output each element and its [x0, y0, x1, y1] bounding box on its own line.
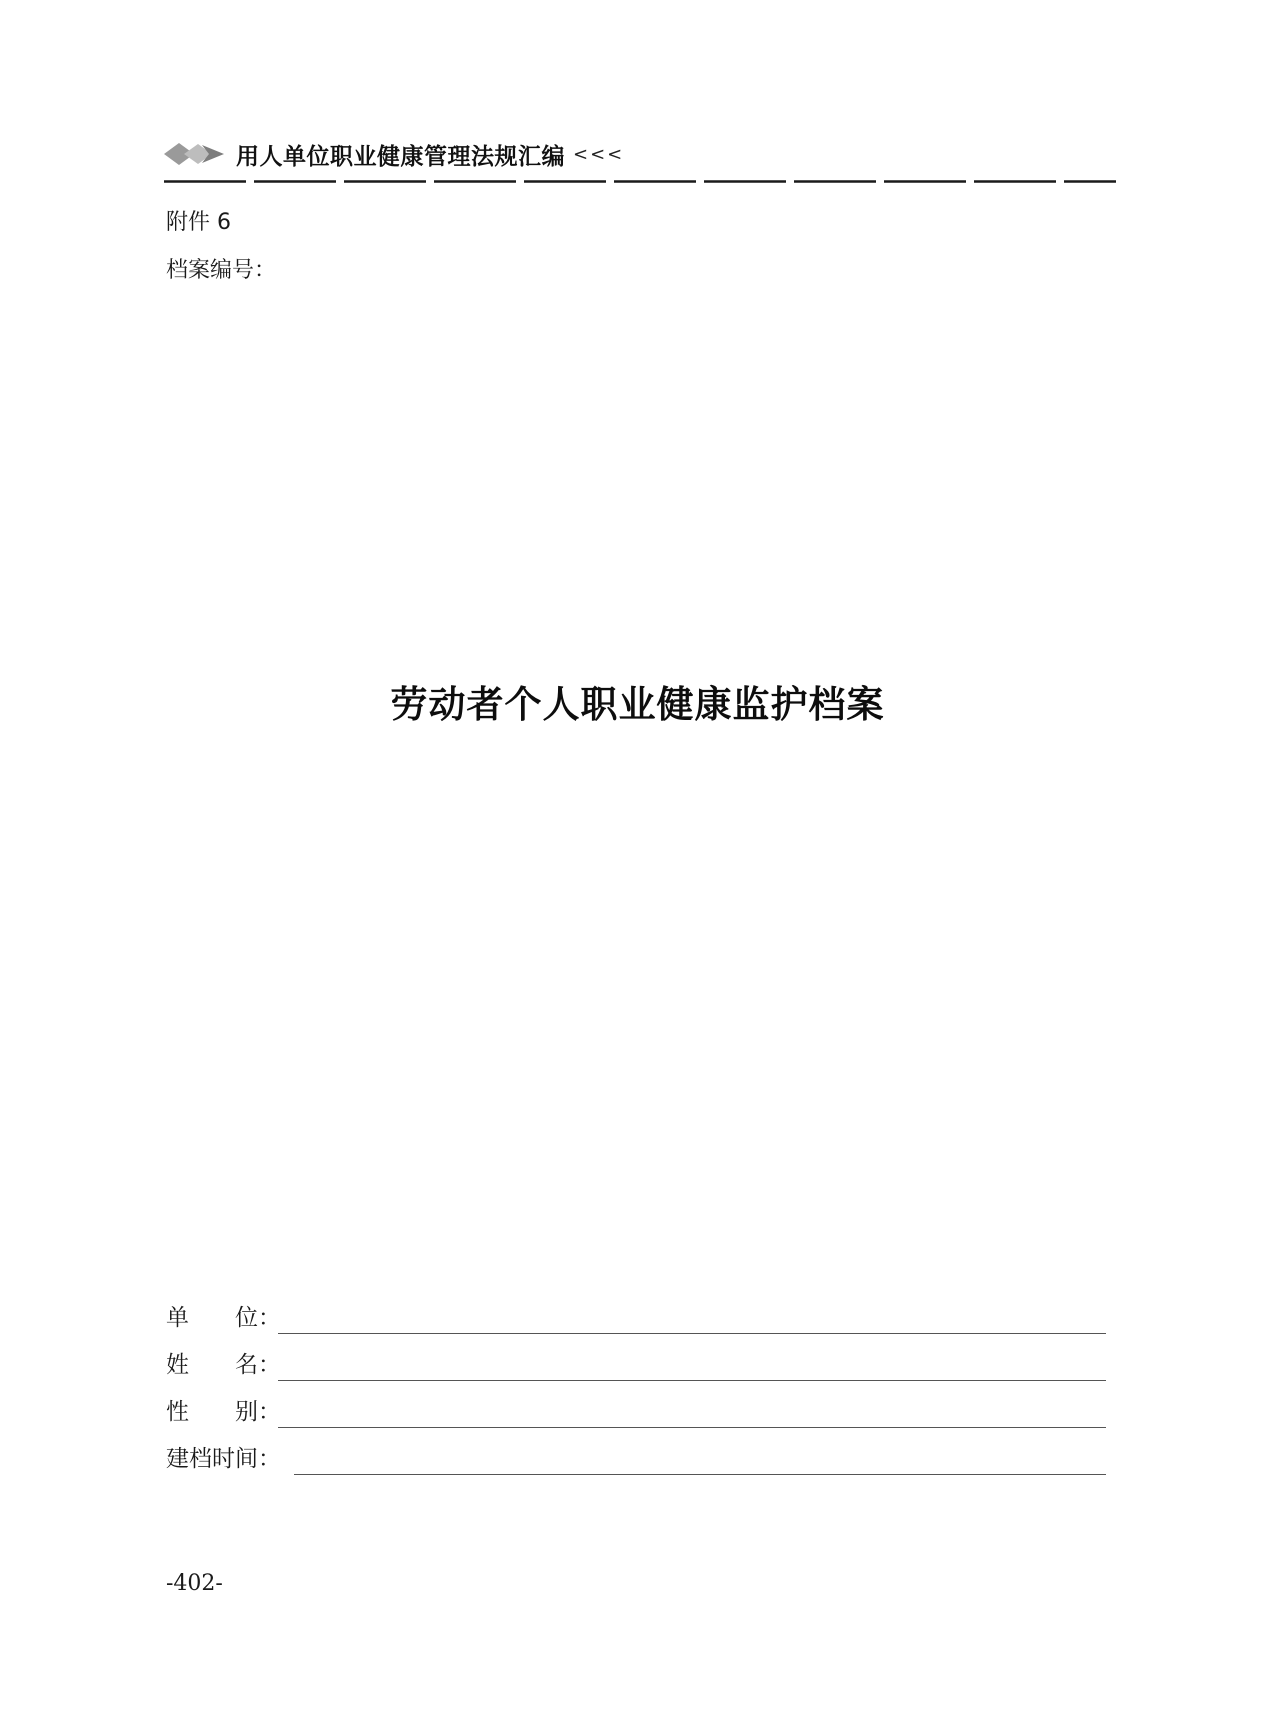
form-label-archive-date: 建档时间：: [166, 1446, 281, 1472]
attachment-label: 附件 6: [166, 210, 231, 235]
running-header-title: 用人单位职业健康管理法规汇编: [236, 142, 565, 170]
form-blank-line-name: [278, 1380, 1106, 1381]
form-label-name: 姓 名：: [166, 1352, 281, 1378]
form-row-gender: [166, 1392, 1106, 1432]
header-dashed-rule: [164, 180, 1116, 183]
archive-number-label: 档案编号：: [166, 258, 277, 283]
diamond-arrows-logo-icon: [162, 139, 228, 169]
form-label-unit: 单 位：: [166, 1305, 281, 1331]
running-header-chevrons: <<<: [573, 143, 625, 165]
form-row-name: [166, 1345, 1106, 1385]
page-number: -402-: [166, 1571, 223, 1596]
document-title: 劳动者个人职业健康监护档案: [390, 682, 885, 726]
form-row-archive-date: [166, 1439, 1106, 1479]
form-label-gender: 性 别：: [166, 1399, 281, 1425]
form-blank-line-gender: [278, 1427, 1106, 1428]
form-blank-line-unit: [278, 1333, 1106, 1334]
running-header: [162, 136, 624, 172]
form-row-unit: [166, 1298, 1106, 1338]
form-blank-line-archive-date: [294, 1474, 1106, 1475]
